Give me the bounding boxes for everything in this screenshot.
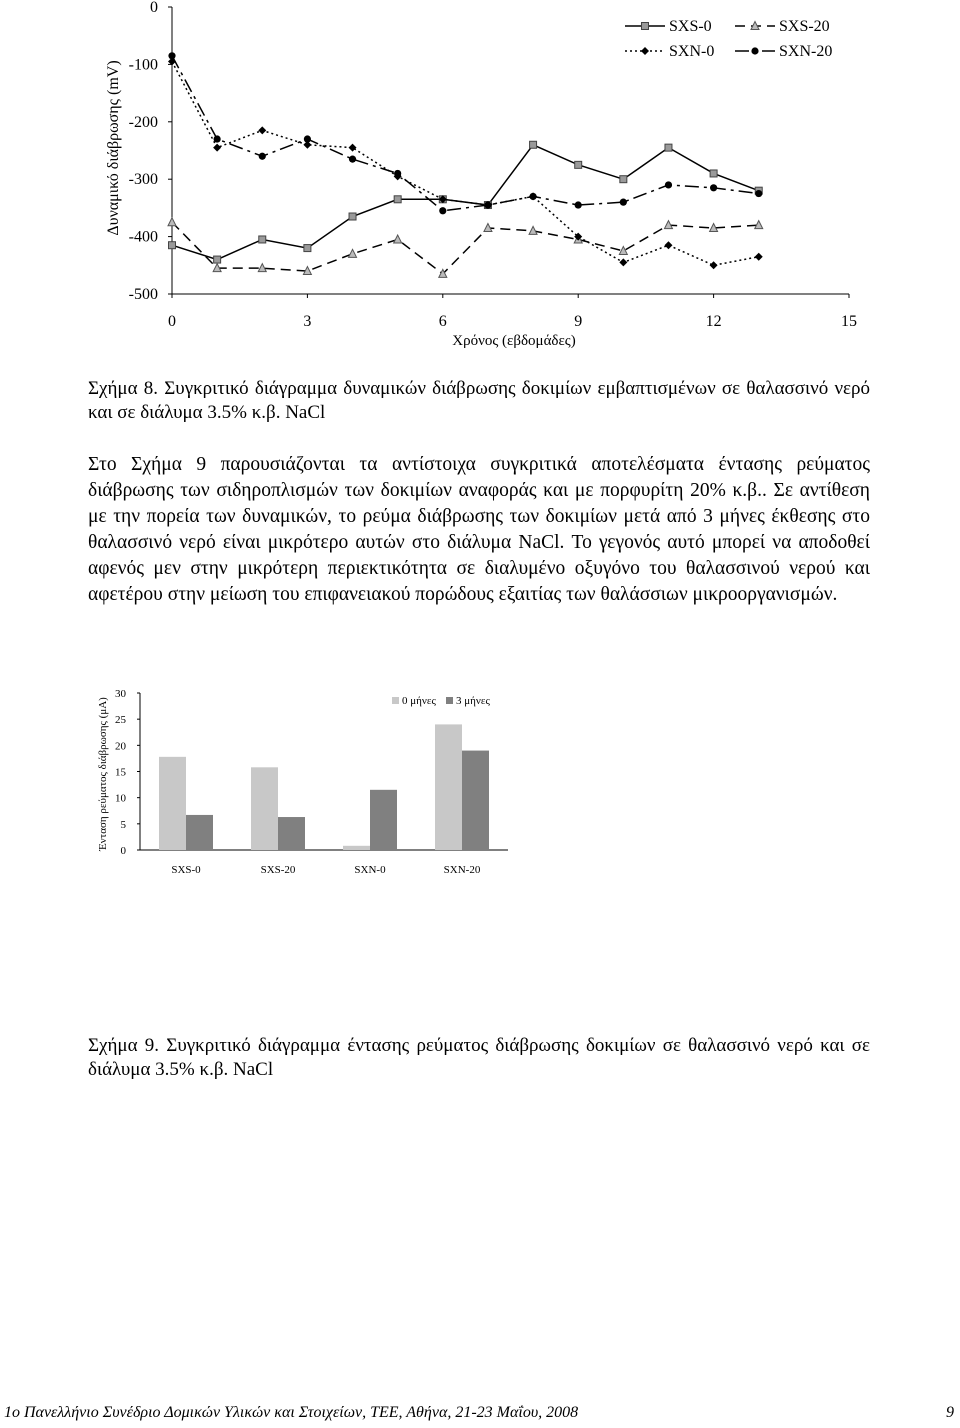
figure-8-line-sxn-0 — [172, 62, 759, 266]
figure-9-legend-swatch — [446, 697, 453, 704]
figure-8-point-sxn-20 — [214, 135, 221, 142]
figure-8-x-tick-label: 12 — [705, 313, 722, 330]
figure-8-legend-label: SXS-20 — [779, 18, 830, 35]
figure-8-point-sxn-20 — [259, 153, 266, 160]
figure-8-point-sxs-0 — [665, 144, 672, 151]
figure-9-category-label: SXS-20 — [260, 864, 296, 876]
figure-9-legend-item — [446, 695, 490, 707]
figure-8-point-sxn-0 — [258, 126, 266, 134]
figure-9-bar-sxs-20-series1 — [251, 767, 278, 850]
figure-8-point-sxn-20 — [529, 193, 536, 200]
figure-8-x-axis-label: Χρόνος (εβδομάδες) — [452, 333, 576, 349]
figure-8-legend-label: SXN-0 — [669, 43, 715, 60]
figure-8-y-tick-label: -400 — [128, 228, 158, 246]
figure-8-x-tick-label: 15 — [841, 313, 857, 330]
figure-8-point-sxs-0 — [349, 213, 356, 220]
figure-9-bar-sxn-0-series1 — [343, 846, 370, 850]
figure-9-legend-swatch — [392, 697, 399, 704]
figure-8-legend-item-sxs-20 — [735, 18, 830, 35]
figure-8-point-sxs-0 — [169, 242, 176, 249]
figure-8-legend-item-sxn-0 — [625, 43, 714, 60]
figure-9-bar-chart — [0, 680, 960, 890]
figure-9-y-tick-labels — [115, 688, 127, 857]
figure-9-bar-sxs-0-series1 — [159, 757, 186, 850]
figure-8-point-sxn-20 — [620, 199, 627, 206]
figure-8-point-sxn-20 — [349, 156, 356, 163]
figure-8-point-sxs-20 — [529, 226, 537, 234]
figure-8-point-sxs-0 — [259, 236, 266, 243]
figure-8-point-sxn-20 — [575, 201, 582, 208]
figure-8-point-sxn-20 — [665, 181, 672, 188]
figure-8-x-tick-label: 9 — [574, 313, 583, 330]
figure-8-x-tick-label: 0 — [168, 313, 176, 330]
figure-8-point-sxs-20 — [168, 218, 176, 226]
figure-9-category-label: SXS-0 — [171, 864, 201, 876]
figure-9-bar-sxn-0-series2 — [370, 790, 397, 850]
figure-8-y-tick-labels — [129, 0, 158, 303]
figure-8-point-sxn-0 — [664, 241, 672, 249]
figure-8-x-tick-labels — [168, 313, 857, 330]
figure-8-y-axis-label: Δυναμικό διάβρωσης (mV) — [105, 60, 122, 236]
figure-8-point-sxn-20 — [394, 170, 401, 177]
figure-9-y-tick-label: 20 — [115, 740, 126, 753]
figure-8-point-sxn-20 — [710, 184, 717, 191]
body-paragraph: Στο Σχήμα 9 παρουσιάζονται τα αντίστοιχα συγκριτικά αποτελέσματα έντασης ρεύματος διάβρωσης των σιδηροπλισμών των δοκιμίων αναφοράς και με πορφυρίτη 20% κ.β.. Σε αντίθεση με την πορεία των δυναμικών, το ρεύμα διάβρωσης των δοκιμίων μετά από 3 μήνες έκθεσης στο θαλασσινό νερό είναι μικρότερο αυτών στο διάλυμα NaCl. Το γεγονός αυτό μπορεί να αποδοθεί αφενός μεν στην μικρότερη περιεκτικότητα σε διαλυμένο οξυγόνο του θαλασσινού νερού και αφετέρου στην μείωση του επιφανειακού πορώδους εξαιτίας των θαλάσσιων μικροοργανισμών. — [88, 454, 870, 605]
figure-9-y-tick-label: 10 — [115, 792, 126, 805]
figure-8-legend-label: SXS-0 — [669, 18, 712, 35]
figure-8-point-sxs-20 — [619, 246, 627, 254]
figure-8-point-sxs-0 — [710, 170, 717, 177]
figure-8-caption: Σχήμα 8. Συγκριτικό διάγραμμα δυναμικών διάβρωσης δοκιμίων εμβαπτισμένων σε θαλασσινό νερό και σε διάλυμα 3.5% κ.β. NaCl — [88, 378, 870, 423]
figure-9-bars — [159, 724, 489, 850]
figure-9-caption: Σχήμα 9. Συγκριτικό διάγραμμα έντασης ρεύματος διάβρωσης δοκιμίων σε θαλασσινό νερό και σε διάλυμα 3.5% κ.β. NaCl — [88, 1035, 870, 1080]
figure-8-point-sxn-20 — [755, 190, 762, 197]
figure-9-y-tick-label: 0 — [120, 845, 126, 857]
figure-8-legend-item-sxs-0 — [625, 18, 712, 35]
figure-8-legend-label: SXN-20 — [779, 43, 833, 60]
figure-9-y-axis-label: Ένταση ρεύματος διάβρωσης (μΑ) — [97, 697, 109, 851]
figure-8-legend — [625, 18, 832, 60]
figure-8-series-sxn-20 — [168, 52, 762, 214]
figure-8-y-tick-label: -300 — [128, 171, 158, 189]
figure-9-y-tick-label: 15 — [115, 766, 126, 779]
figure-8-series-sxs-0 — [169, 141, 763, 263]
figure-8-point-sxn-0 — [755, 253, 763, 261]
figure-9-y-tick-label: 25 — [115, 714, 126, 727]
figure-8-series — [168, 52, 763, 277]
figure-8-y-tick-label: -100 — [128, 56, 158, 74]
figure-8-line-sxs-20 — [172, 222, 759, 274]
figure-8-point-sxn-20 — [439, 207, 446, 214]
figure-9-category-labels — [171, 864, 481, 876]
figure-8-point-sxs-20 — [349, 249, 357, 257]
figure-9-category-label: SXN-20 — [443, 864, 481, 876]
figure-8-series-sxs-20 — [168, 218, 763, 278]
figure-8-point-sxs-20 — [394, 235, 402, 243]
figure-9-legend-item — [392, 695, 436, 707]
figure-8-legend-marker — [751, 47, 758, 54]
figure-8-point-sxn-20 — [304, 135, 311, 142]
figure-8-line-chart — [0, 0, 960, 360]
figure-9-bar-sxs-20-series2 — [278, 817, 305, 850]
figure-8-point-sxn-0 — [349, 144, 357, 152]
figure-8-legend-marker — [641, 47, 649, 55]
figure-8-point-sxn-0 — [619, 258, 627, 266]
figure-9-y-tick-label: 30 — [115, 688, 126, 700]
figure-9-legend-label: 3 μήνες — [456, 695, 490, 707]
figure-8-point-sxs-0 — [620, 176, 627, 183]
figure-9-y-tick-label: 5 — [120, 818, 126, 831]
figure-8-point-sxs-0 — [530, 141, 537, 148]
figure-9-legend-label: 0 μήνες — [402, 695, 436, 707]
figure-9-bar-sxn-20-series1 — [435, 724, 462, 850]
figure-9-category-label: SXN-0 — [354, 864, 386, 876]
figure-8-series-sxn-0 — [168, 58, 763, 270]
footer-conference-text: 1ο Πανελλήνιο Συνέδριο Δομικών Υλικών και Στοιχείων, ΤΕΕ, Αθήνα, 21-23 Μαΐου, 2008 — [4, 1404, 579, 1421]
figure-8-point-sxs-0 — [394, 196, 401, 203]
figure-8-point-sxn-20 — [484, 201, 491, 208]
figure-8-legend-marker — [642, 23, 649, 30]
figure-8-point-sxn-0 — [710, 261, 718, 269]
figure-8-x-tick-label: 6 — [438, 313, 447, 330]
figure-8-y-tick-label: -500 — [128, 286, 158, 303]
page-number: 9 — [946, 1404, 954, 1421]
figure-8-x-tick-label: 3 — [303, 313, 312, 330]
figure-8-point-sxn-20 — [168, 52, 175, 59]
figure-9-bar-sxn-20-series2 — [462, 751, 489, 850]
figure-8-point-sxs-0 — [575, 161, 582, 168]
figure-8-point-sxn-0 — [213, 144, 221, 152]
figure-8-y-tick-label: -200 — [128, 113, 158, 131]
figure-8-point-sxs-0 — [214, 256, 221, 263]
figure-9-bar-sxs-0-series2 — [186, 815, 213, 850]
figure-8-point-sxs-0 — [304, 245, 311, 252]
figure-9-legend — [392, 695, 490, 707]
figure-8-y-tick-label: 0 — [150, 0, 158, 16]
figure-8-legend-item-sxn-20 — [735, 43, 832, 60]
